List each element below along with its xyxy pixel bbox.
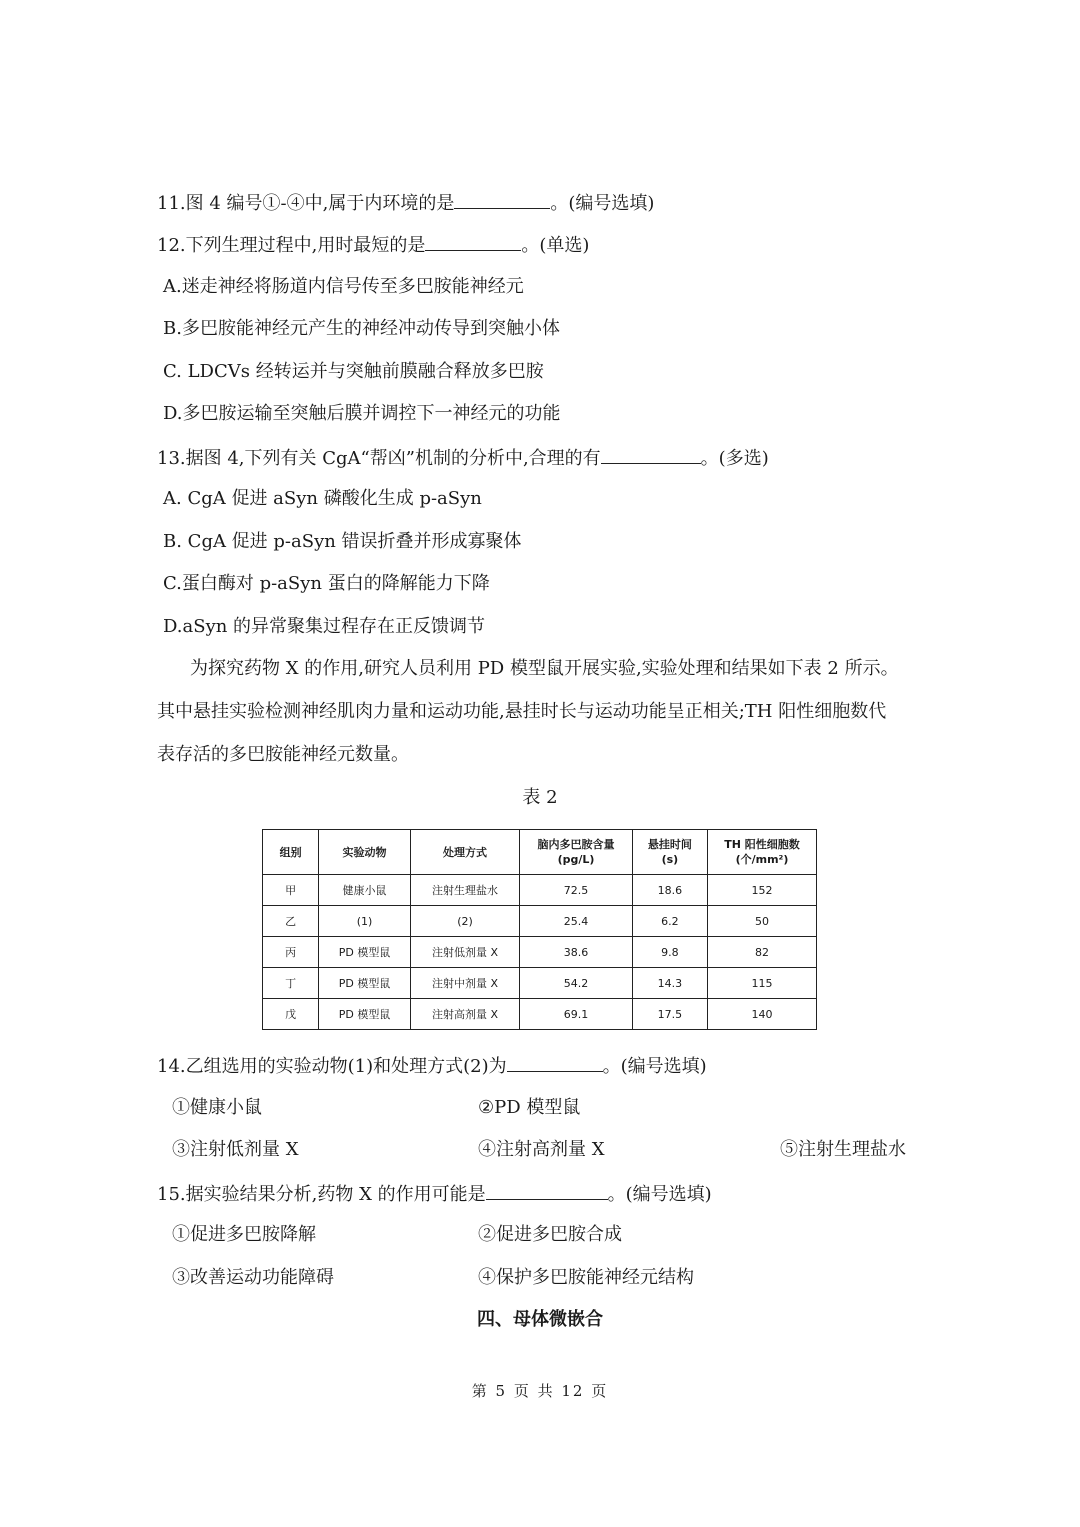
- question-13: [157, 445, 769, 471]
- cell-animal: PD 模型鼠: [319, 937, 411, 968]
- option-15-1: ①促进多巴胺降解: [172, 1224, 316, 1245]
- header-dopamine-label: 脑内多巴胺含量: [537, 838, 615, 851]
- header-hang: [632, 830, 707, 875]
- question-11-suffix: 。(编号选填): [550, 193, 655, 214]
- header-method: 处理方式: [410, 830, 519, 875]
- question-15-text: 15.据实验结果分析,药物 X 的作用可能是: [157, 1184, 486, 1205]
- page-footer: 第 5 页 共 12 页: [471, 1382, 609, 1400]
- cell-th: 82: [707, 937, 816, 968]
- cell-hang: 6.2: [632, 906, 707, 937]
- question-13-text: 13.据图 4,下列有关 CgA“帮凶”机制的分析中,合理的有: [157, 448, 601, 469]
- intro-line-2: 其中悬挂实验检测神经肌肉力量和运动功能,悬挂时长与运动功能呈正相关;TH 阳性细胞数代: [157, 701, 887, 722]
- option-13b: B. CgA 促进 p-aSyn 错误折叠并形成寡聚体: [163, 531, 522, 552]
- header-dopamine-unit: (pg/L): [557, 853, 595, 866]
- cell-hang: 17.5: [632, 999, 707, 1030]
- option-12b: B.多巴胺能神经元产生的神经冲动传导到突触小体: [163, 318, 560, 339]
- answer-blank-15[interactable]: [486, 1181, 608, 1200]
- cell-animal: 健康小鼠: [319, 875, 411, 906]
- cell-dopamine: 69.1: [520, 999, 633, 1030]
- question-12-suffix: 。(单选): [521, 235, 590, 256]
- option-12c: C. LDCVs 经转运并与突触前膜融合释放多巴胺: [163, 361, 544, 382]
- cell-th: 152: [707, 875, 816, 906]
- cell-hang: 9.8: [632, 937, 707, 968]
- data-table: [262, 829, 817, 1030]
- header-animal: 实验动物: [319, 830, 411, 875]
- table-row: [263, 999, 817, 1030]
- cell-th: 140: [707, 999, 816, 1030]
- cell-th: 50: [707, 906, 816, 937]
- cell-group: 丙: [263, 937, 319, 968]
- intro-line-1: 为探究药物 X 的作用,研究人员利用 PD 模型鼠开展实验,实验处理和结果如下表 2 所示。: [190, 658, 899, 679]
- question-14-suffix: 。(编号选填): [602, 1056, 707, 1077]
- header-group: 组别: [263, 830, 319, 875]
- question-14-text: 14.乙组选用的实验动物(1)和处理方式(2)为: [157, 1056, 507, 1077]
- option-15-4: ④保护多巴胺能神经元结构: [478, 1267, 694, 1288]
- cell-hang: 14.3: [632, 968, 707, 999]
- question-14: [157, 1053, 707, 1079]
- cell-group: 乙: [263, 906, 319, 937]
- cell-method: 注射生理盐水: [410, 875, 519, 906]
- cell-method: 注射中剂量 X: [410, 968, 519, 999]
- question-15: [157, 1181, 712, 1207]
- cell-group: 甲: [263, 875, 319, 906]
- cell-hang: 18.6: [632, 875, 707, 906]
- header-th: [707, 830, 816, 875]
- table-row: [263, 968, 817, 999]
- question-12-text: 12.下列生理过程中,用时最短的是: [157, 235, 426, 256]
- cell-method: 注射低剂量 X: [410, 937, 519, 968]
- table-row: [263, 906, 817, 937]
- header-dopamine: [520, 830, 633, 875]
- option-14-5: ⑤注射生理盐水: [780, 1139, 906, 1160]
- answer-blank-12[interactable]: [425, 232, 521, 251]
- section-title: 四、母体微嵌合: [477, 1309, 603, 1330]
- option-15-3: ③改善运动功能障碍: [172, 1267, 334, 1288]
- answer-blank-13[interactable]: [601, 445, 701, 464]
- cell-group: 戊: [263, 999, 319, 1030]
- option-15-2: ②促进多巴胺合成: [478, 1224, 622, 1245]
- cell-dopamine: 54.2: [520, 968, 633, 999]
- cell-animal: PD 模型鼠: [319, 968, 411, 999]
- table-caption: 表 2: [522, 787, 558, 808]
- table-header-row: [263, 830, 817, 875]
- option-12a: A.迷走神经将肠道内信号传至多巴胺能神经元: [163, 276, 524, 297]
- cell-group: 丁: [263, 968, 319, 999]
- cell-dopamine: 72.5: [520, 875, 633, 906]
- cell-th: 115: [707, 968, 816, 999]
- option-14-4: ④注射高剂量 X: [478, 1139, 605, 1160]
- question-11: [157, 190, 654, 216]
- question-11-text: 11.图 4 编号①-④中,属于内环境的是: [157, 193, 455, 214]
- option-14-3: ③注射低剂量 X: [172, 1139, 299, 1160]
- header-hang-unit: (s): [661, 853, 679, 866]
- question-12: [157, 232, 589, 258]
- header-th-label: TH 阳性细胞数: [724, 838, 800, 851]
- intro-line-3: 表存活的多巴胺能神经元数量。: [157, 744, 409, 765]
- answer-blank-11[interactable]: [454, 190, 550, 209]
- answer-blank-14[interactable]: [507, 1053, 603, 1072]
- option-14-1: ①健康小鼠: [172, 1097, 262, 1118]
- cell-animal: (1): [319, 906, 411, 937]
- option-14-2: ②PD 模型鼠: [478, 1097, 581, 1118]
- cell-method: (2): [410, 906, 519, 937]
- cell-method: 注射高剂量 X: [410, 999, 519, 1030]
- cell-animal: PD 模型鼠: [319, 999, 411, 1030]
- table-row: [263, 875, 817, 906]
- option-13c: C.蛋白酶对 p-aSyn 蛋白的降解能力下降: [163, 573, 490, 594]
- option-12d: D.多巴胺运输至突触后膜并调控下一神经元的功能: [163, 403, 561, 424]
- header-hang-label: 悬挂时间: [647, 838, 692, 851]
- table-row: [263, 937, 817, 968]
- question-15-suffix: 。(编号选填): [607, 1184, 712, 1205]
- question-13-suffix: 。(多选): [700, 448, 769, 469]
- header-th-unit: (个/mm²): [735, 853, 789, 866]
- cell-dopamine: 25.4: [520, 906, 633, 937]
- option-13d: D.aSyn 的异常聚集过程存在正反馈调节: [163, 616, 486, 637]
- option-13a: A. CgA 促进 aSyn 磷酸化生成 p-aSyn: [163, 488, 482, 509]
- cell-dopamine: 38.6: [520, 937, 633, 968]
